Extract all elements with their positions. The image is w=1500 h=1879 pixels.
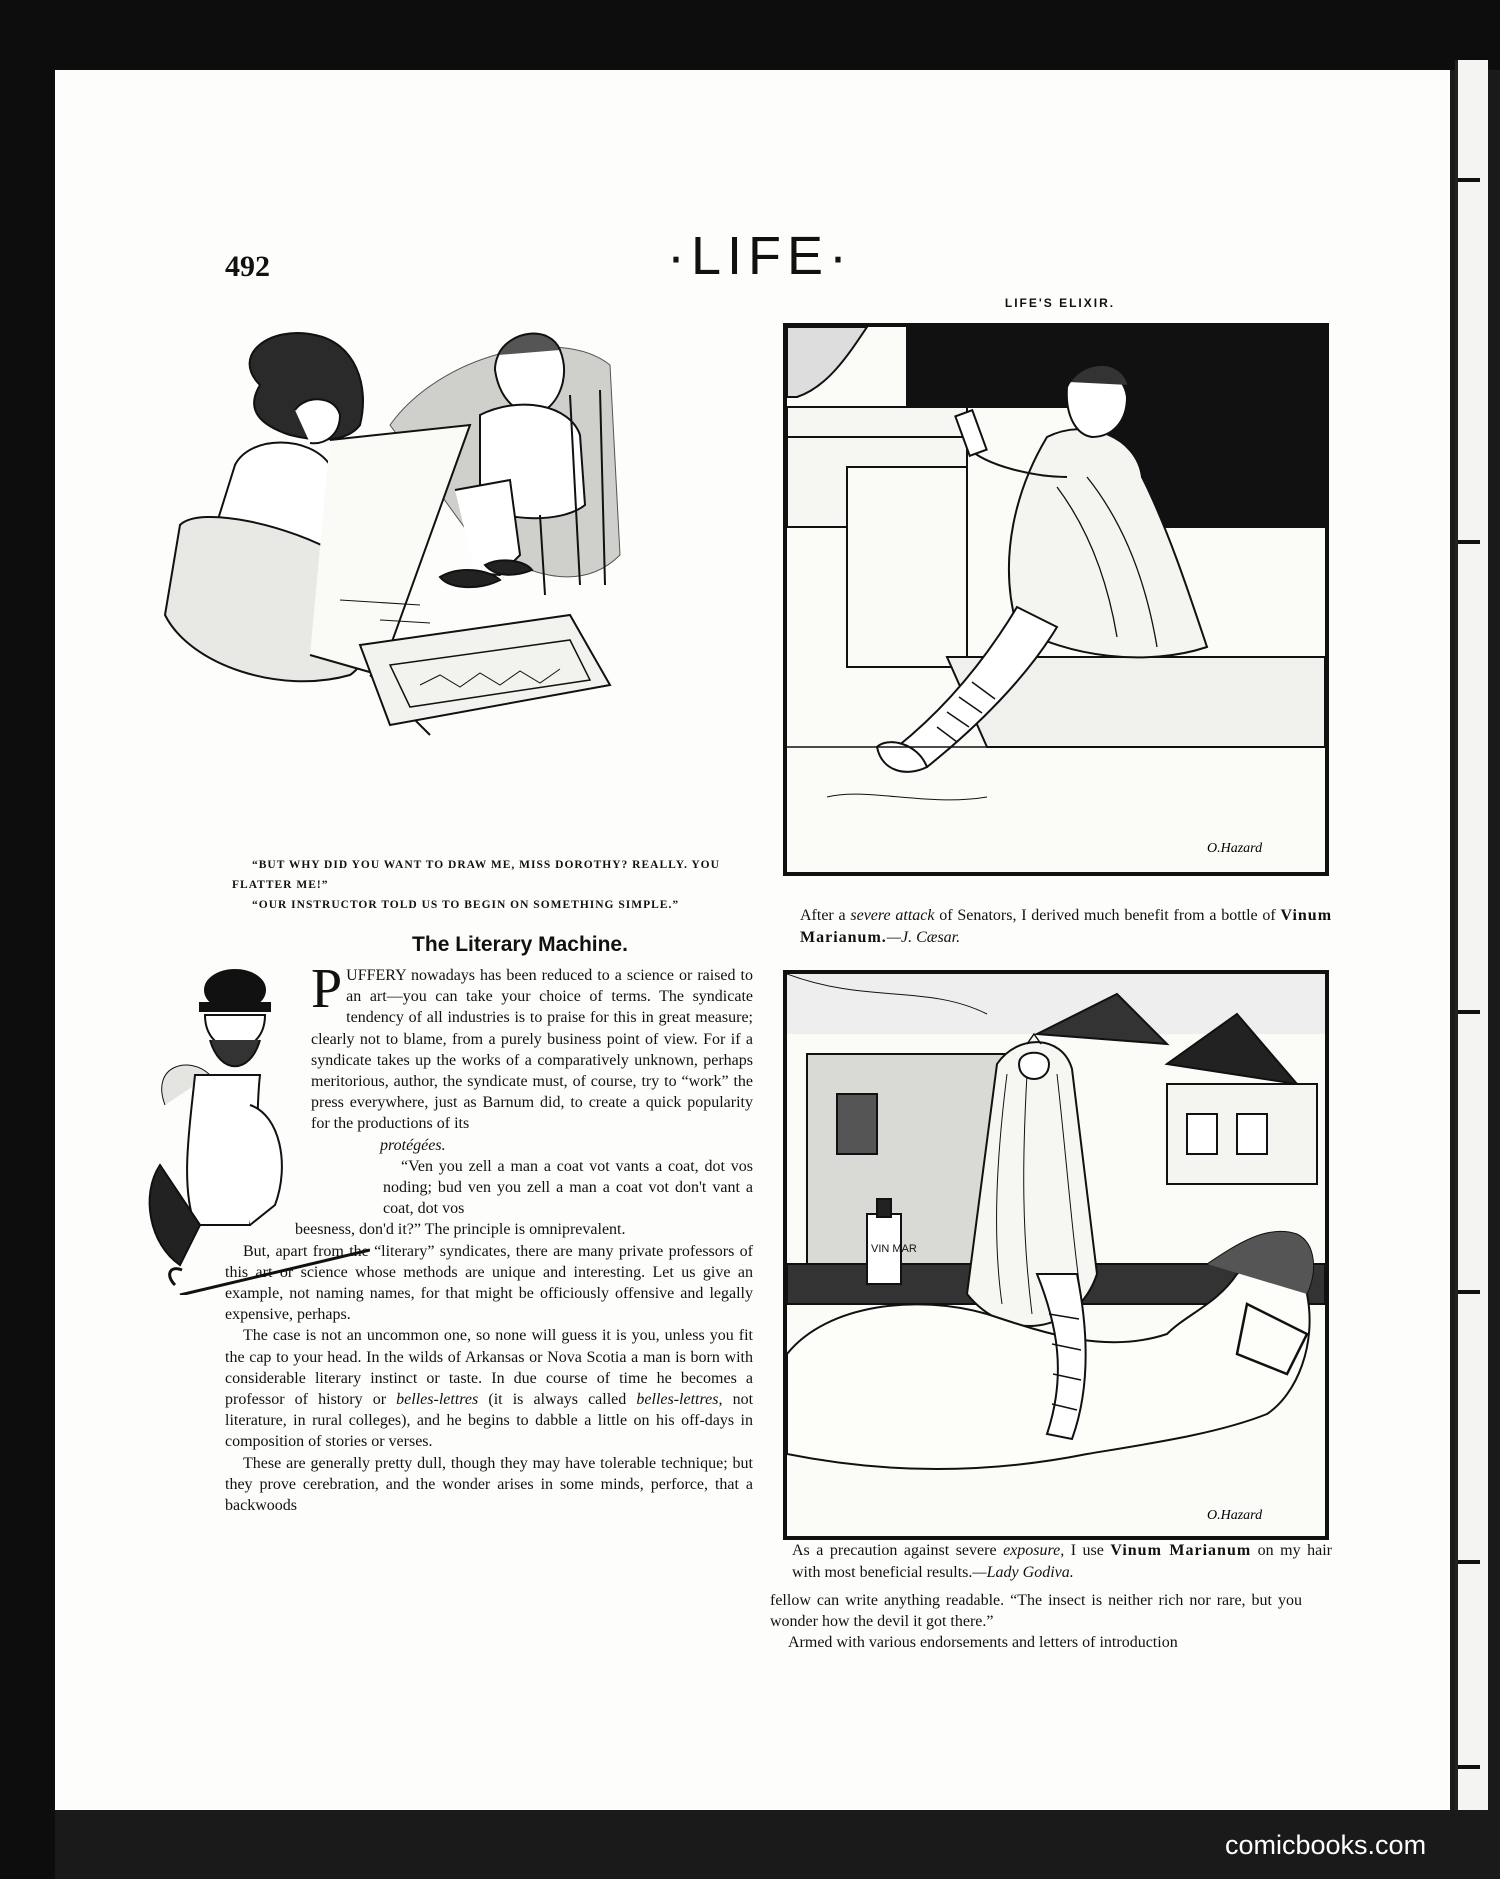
spine-mark — [1458, 1560, 1480, 1564]
article-paragraph-4 — [225, 1325, 753, 1452]
article-paragraph-2 — [225, 1156, 753, 1220]
godiva-signature: O.Hazard — [1207, 1508, 1263, 1523]
spine-mark — [1458, 1290, 1480, 1294]
article-paragraph-4-text: The case is not an uncommon one, so none will guess it is you, unless you fit the cap to your head. In the wilds of Arkansas or Nova Scotia a man is born with considerable literary instinct or taste. In due course of time he becomes a professor of history or — [225, 1327, 753, 1409]
site-watermark: comicbooks.com — [1225, 1830, 1427, 1860]
article-paragraph-1-emphasis: protégées. — [380, 1136, 446, 1154]
article-paragraph-2-end — [225, 1219, 753, 1240]
godiva-caption — [792, 1540, 1332, 1584]
scan-border-left — [0, 0, 55, 1879]
article-title: The Literary Machine. — [412, 933, 628, 956]
article-paragraph-3: But, apart from the “literary” syndicates, there are many private professors of this art or science whose methods are unique and interesting. Let us give an example, not naming names, for that might be officiously offensive and legally expensive, perhaps. — [225, 1242, 753, 1324]
spine-mark — [1458, 1765, 1480, 1769]
godiva-caption-text: I use — [1064, 1542, 1111, 1559]
caesar-panel — [783, 323, 1329, 876]
godiva-caption-product: Vinum Marianum — [1110, 1542, 1252, 1559]
godiva-caption-text: on my hair with most beneficial results. — [792, 1542, 1332, 1581]
godiva-caption-text: As a precaution against severe — [792, 1542, 1004, 1559]
caesar-illustration — [787, 327, 1325, 872]
article-paragraph-1-end — [225, 1135, 753, 1156]
article-column-right — [770, 1590, 1302, 1654]
adjacent-page-edge — [1455, 60, 1488, 1810]
caesar-caption-text: After a — [800, 907, 851, 924]
article-paragraph-2-end-text: beesness, don'd it?” The principle is omniprevalent. — [295, 1221, 626, 1239]
article-paragraph-2-text: “Ven you zell a man a coat vot vants a coat, dot vos noding; bud ven you zell a man a coat vot don't vant a coat, dot vos — [383, 1157, 753, 1218]
article-paragraph-4-text: (it is always called — [488, 1391, 627, 1409]
godiva-illustration — [787, 974, 1325, 1536]
caesar-caption-attribution: —J. Cæsar. — [886, 929, 961, 946]
article-paragraph-4-emphasis: belles-lettres — [396, 1391, 479, 1409]
caesar-caption — [800, 905, 1332, 949]
article-paragraph-6: fellow can write anything readable. “The insect is neither rich nor rare, but you wonder how the devil it got there.” — [770, 1592, 1302, 1631]
page-number: 492 — [225, 250, 270, 283]
article-paragraph-1 — [225, 958, 753, 1135]
article-paragraph-7: Armed with various endorsements and letters of introduction — [788, 1634, 1178, 1652]
caption-line-question: “BUT WHY DID YOU WANT TO DRAW ME, MISS DOROTHY? REALLY. YOU FLATTER ME!” — [232, 859, 720, 891]
godiva-caption-attribution: —Lady Godiva. — [972, 1564, 1074, 1581]
drawing-lesson-illustration — [140, 295, 755, 840]
godiva-panel — [783, 970, 1329, 1540]
article-paragraph-4-emphasis: belles-lettres, — [636, 1391, 723, 1409]
article-dropcap: P — [311, 958, 343, 1020]
caesar-signature: O.Hazard — [1207, 841, 1263, 856]
masthead-title: ·LIFE· — [666, 226, 853, 286]
caesar-caption-product: Vinum Marianum. — [800, 907, 1333, 946]
spine-mark — [1458, 178, 1480, 182]
spine-mark — [1458, 540, 1480, 544]
scan-border-top — [0, 0, 1500, 70]
article-column-left — [225, 958, 754, 1516]
bottle-label: VIN MAR — [871, 1243, 917, 1255]
article-paragraph-5: These are generally pretty dull, though they may have tolerable technique; but they prove cerebration, and the wonder arises in some minds, perforce, that a backwoods — [225, 1454, 753, 1515]
article-paragraph-1-text: UFFERY nowadays has been reduced to a science or raised to an art—you can take your choice of terms. The syndicate tendency of all industries is to praise for this in great measure; clearly not to blame, from a purely business point of view. For if a syndicate takes up the works of a comparatively unknown, perhaps meritorious, author, the syndicate must, of course, try to “work” the press everywhere, just as Barnum did, to create a quick popularity for the productions of its — [311, 967, 753, 1133]
section-heading: LIFE'S ELIXIR. — [1004, 296, 1116, 310]
article-paragraph-4-text: not literature, in rural colleges), and he begins to dabble a little on his off-days in composition of stories or verses. — [225, 1391, 754, 1451]
drawing-lesson-caption — [232, 855, 752, 915]
godiva-caption-emphasis: exposure, — [1003, 1542, 1065, 1559]
spine-mark — [1458, 1010, 1480, 1014]
caption-line-answer: “OUR INSTRUCTOR TOLD US TO BEGIN ON SOMETHING SIMPLE.” — [252, 899, 680, 911]
caesar-caption-emphasis: severe attack — [850, 907, 935, 924]
caesar-caption-text: of Senators, I derived much benefit from a bottle of — [934, 907, 1281, 924]
